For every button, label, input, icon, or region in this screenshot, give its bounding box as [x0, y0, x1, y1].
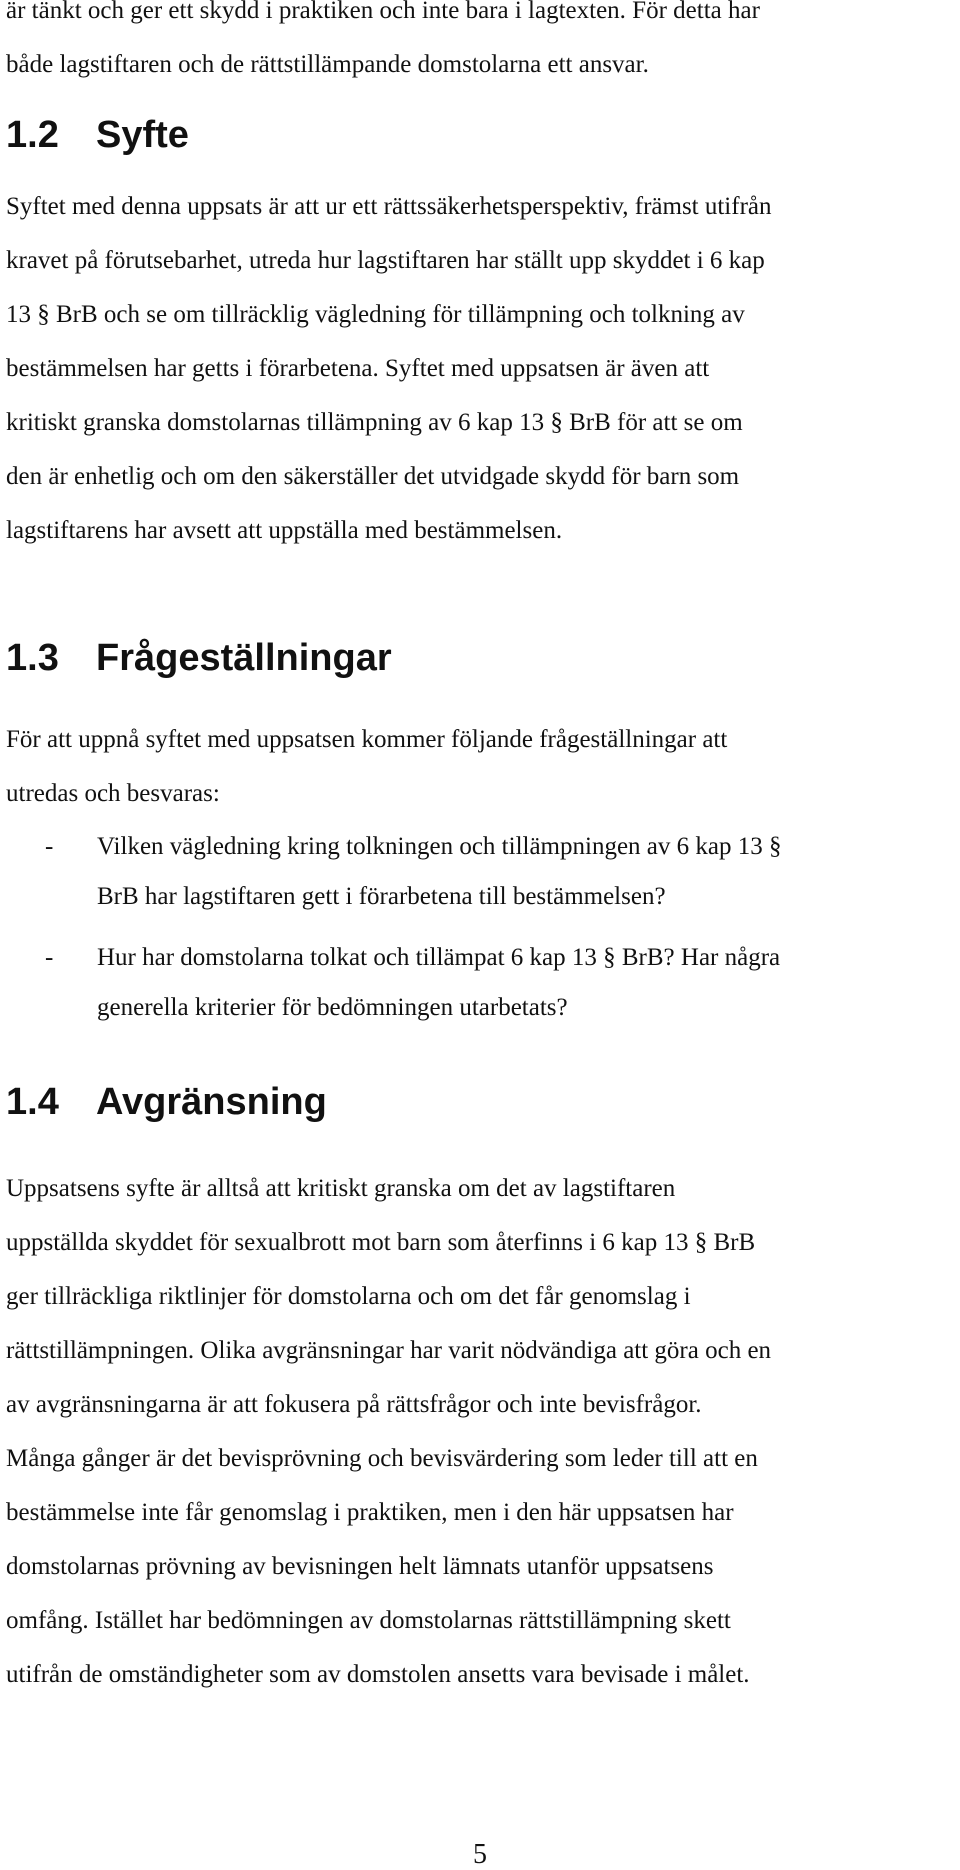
paragraph-line: lagstiftarens har avsett att uppställa med bestämmelsen. — [6, 517, 563, 544]
page-number: 5 — [473, 1839, 487, 1870]
list-dash: - — [45, 944, 54, 971]
section-title: Avgränsning — [96, 1081, 327, 1123]
paragraph-line: av avgränsningarna är att fokusera på rättsfrågor och inte bevisfrågor. — [6, 1391, 702, 1418]
intro-line: är tänkt och ger ett skydd i praktiken och inte bara i lagtexten. För detta har — [6, 0, 760, 24]
paragraph-line: den är enhetlig och om den säkerställer det utvidgade skydd för barn som — [6, 463, 740, 490]
paragraph-line: Många gånger är det bevisprövning och bevisvärdering som leder till att en — [6, 1445, 758, 1472]
list-item-text — [97, 822, 957, 922]
syfte-paragraph — [6, 180, 956, 558]
paragraph-line: utredas och besvaras: — [6, 780, 220, 807]
section-number: 1.2 — [6, 114, 59, 156]
paragraph-line: uppställda skyddet för sexualbrott mot barn som återfinns i 6 kap 13 § BrB — [6, 1229, 756, 1256]
paragraph-line: kritiskt granska domstolarnas tillämpning av 6 kap 13 § BrB för att se om — [6, 409, 743, 436]
list-item-line: generella kriterier för bedömningen utarbetats? — [97, 994, 568, 1021]
paragraph-line: Uppsatsens syfte är alltså att kritiskt granska om det av lagstiftaren — [6, 1175, 676, 1202]
list-dash: - — [45, 833, 54, 860]
section-title: Frågeställningar — [96, 637, 392, 679]
paragraph-line: ger tillräckliga riktlinjer för domstolarna och om det får genomslag i — [6, 1283, 691, 1310]
list-item-line: BrB har lagstiftaren gett i förarbetena till bestämmelsen? — [97, 883, 666, 910]
paragraph-line: rättstillämpningen. Olika avgränsningar har varit nödvändiga att göra och en — [6, 1337, 772, 1364]
list-item-text — [97, 933, 957, 1033]
section-title: Syfte — [96, 114, 189, 156]
list-item-line: Hur har domstolarna tolkat och tillämpat 6 kap 13 § BrB? Har några — [97, 944, 781, 971]
section-number: 1.3 — [6, 637, 59, 679]
avgransning-paragraph — [6, 1162, 956, 1702]
fragestallningar-paragraph — [6, 713, 956, 821]
section-heading-fragestallningar — [6, 636, 392, 680]
paragraph-line: 13 § BrB och se om tillräcklig vägledning för tillämpning och tolkning av — [6, 301, 745, 328]
intro-line: både lagstiftaren och de rättstillämpande domstolarna ett ansvar. — [6, 51, 649, 78]
paragraph-line: bestämmelsen har getts i förarbetena. Syftet med uppsatsen är även att — [6, 355, 710, 382]
paragraph-line: bestämmelse inte får genomslag i praktiken, men i den här uppsatsen har — [6, 1499, 734, 1526]
intro-paragraph — [6, 0, 956, 92]
section-heading-syfte — [6, 113, 189, 157]
paragraph-line: utifrån de omständigheter som av domstolen ansetts vara bevisade i målet. — [6, 1661, 750, 1688]
paragraph-line: domstolarnas prövning av bevisningen helt lämnats utanför uppsatsens — [6, 1553, 714, 1580]
section-number: 1.4 — [6, 1081, 59, 1123]
paragraph-line: Syftet med denna uppsats är att ur ett rättssäkerhetsperspektiv, främst utifrån — [6, 193, 772, 220]
paragraph-line: omfång. Istället har bedömningen av domstolarnas rättstillämpning skett — [6, 1607, 731, 1634]
paragraph-line: kravet på förutsebarhet, utreda hur lagstiftaren har ställt upp skyddet i 6 kap — [6, 247, 765, 274]
paragraph-line: För att uppnå syftet med uppsatsen kommer följande frågeställningar att — [6, 726, 728, 753]
section-heading-avgransning — [6, 1080, 327, 1124]
list-item-line: Vilken vägledning kring tolkningen och tillämpningen av 6 kap 13 § — [97, 833, 782, 860]
